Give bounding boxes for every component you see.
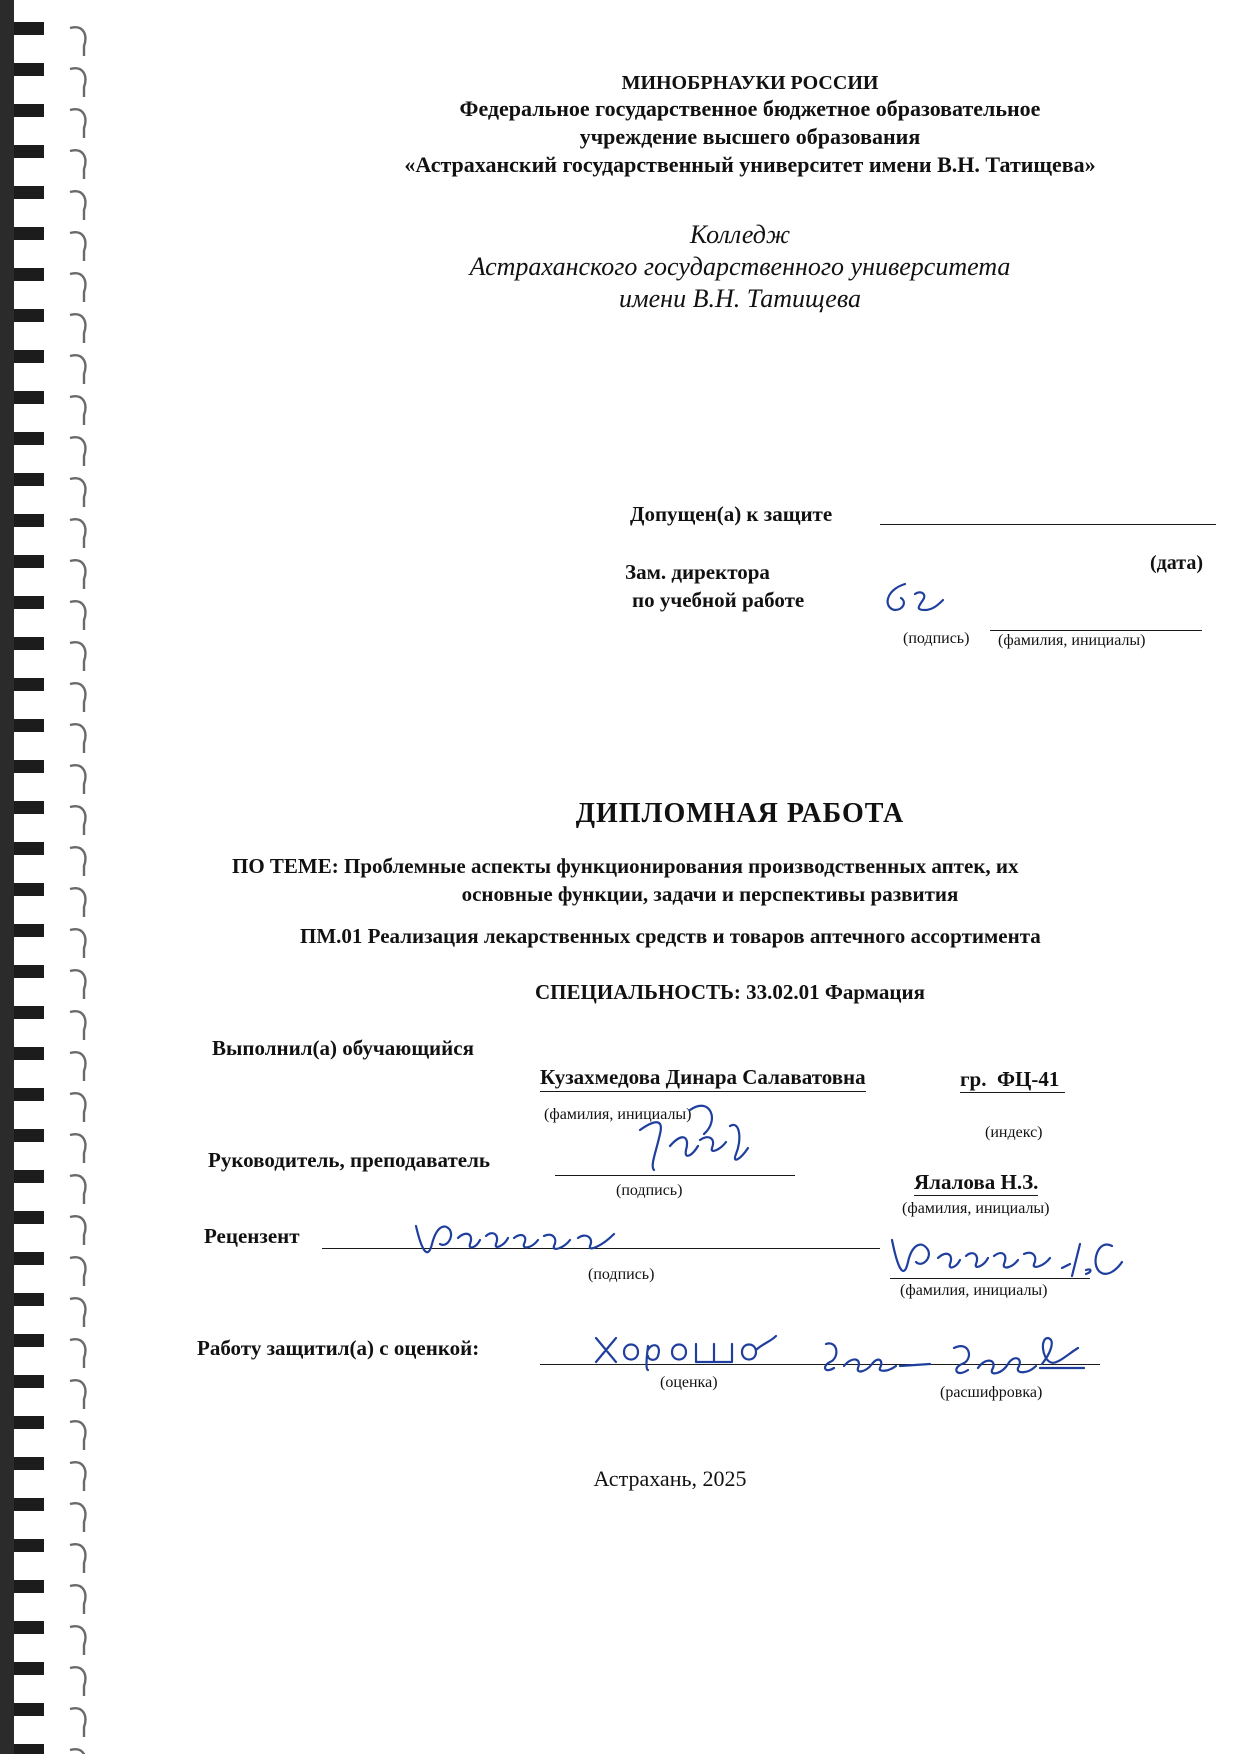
binding-ring xyxy=(70,68,85,97)
deputy-label-line-2: по учебной работе xyxy=(632,588,805,612)
binding-edge xyxy=(0,0,14,1754)
binding-ring xyxy=(70,724,85,753)
binding-ring xyxy=(70,109,85,138)
binding-slot xyxy=(14,514,44,527)
binding-slot xyxy=(14,678,44,691)
binding-slot xyxy=(14,350,44,363)
institution-line-1: Федеральное государственное бюджетное образовательное xyxy=(459,96,1041,121)
binding-slot xyxy=(14,186,44,199)
grade-caption: (оценка) xyxy=(660,1374,718,1391)
deputy-signature xyxy=(875,580,955,620)
reviewer-name-handwritten xyxy=(886,1224,1126,1288)
supervisor-name-caption: (фамилия, инициалы) xyxy=(902,1200,1050,1217)
binding-ring xyxy=(70,191,85,220)
binding-ring xyxy=(70,1544,85,1573)
binding-ring xyxy=(70,1011,85,1040)
deputy-signature-caption: (подпись) xyxy=(903,630,970,647)
binding-ring xyxy=(70,355,85,384)
binding-slot xyxy=(14,1744,44,1754)
binding-slot xyxy=(14,1375,44,1388)
admitted-date-line xyxy=(880,524,1216,525)
admitted-label: Допущен(а) к защите xyxy=(630,502,833,526)
binding-slot xyxy=(14,227,44,240)
university-name: «Астраханский государственный университет имени В.Н. Татищева» xyxy=(404,152,1096,177)
binding-slot xyxy=(14,1088,44,1101)
defense-label: Работу защитил(а) с оценкой: xyxy=(197,1336,480,1360)
binding-ring xyxy=(70,1298,85,1327)
binding-ring xyxy=(70,27,85,56)
binding-ring xyxy=(70,806,85,835)
binding-ring xyxy=(70,150,85,179)
binding-ring xyxy=(70,1257,85,1286)
binding-ring xyxy=(70,1339,85,1368)
binding-ring xyxy=(70,970,85,999)
ministry-heading: МИНОБРНАУКИ РОССИИ xyxy=(621,72,879,94)
topic-line-1: ПО ТЕМЕ: Проблемные аспекты функционирования производственных аптек, их xyxy=(232,854,1019,878)
city-year: Астрахань, 2025 xyxy=(593,1466,747,1491)
binding-slot xyxy=(14,1334,44,1347)
binding-ring xyxy=(70,1708,85,1737)
binding-slot xyxy=(14,924,44,937)
student-name-caption: (фамилия, инициалы) xyxy=(544,1106,692,1123)
group-value: ФЦ-41 xyxy=(996,1067,1060,1091)
binding-slot xyxy=(14,473,44,486)
binding-slot xyxy=(14,1006,44,1019)
deputy-label-line-1: Зам. директора xyxy=(625,560,770,584)
binding-ring xyxy=(70,1134,85,1163)
binding-ring xyxy=(70,1462,85,1491)
binding-slot xyxy=(14,268,44,281)
binding-slot xyxy=(14,391,44,404)
binding-ring xyxy=(70,273,85,302)
supervisor-name: Ялалова Н.З. xyxy=(914,1170,1039,1194)
specialty-line: СПЕЦИАЛЬНОСТЬ: 33.02.01 Фармация xyxy=(535,980,925,1004)
binding-slot xyxy=(14,104,44,117)
binding-slot xyxy=(14,555,44,568)
binding-ring xyxy=(70,478,85,507)
binding-ring xyxy=(70,1216,85,1245)
binding-slot xyxy=(14,145,44,158)
binding-ring xyxy=(70,888,85,917)
binding-slot xyxy=(14,1457,44,1470)
binding-slot xyxy=(14,432,44,445)
binding-slot xyxy=(14,1580,44,1593)
group-index-caption: (индекс) xyxy=(985,1124,1043,1141)
binding-slot xyxy=(14,1170,44,1183)
binding-slot xyxy=(14,1129,44,1142)
defense-grade-handwritten xyxy=(590,1326,780,1370)
binding-ring xyxy=(70,847,85,876)
document-title: ДИПЛОМНАЯ РАБОТА xyxy=(575,798,905,829)
binding-ring xyxy=(70,1585,85,1614)
binding-slot xyxy=(14,801,44,814)
module-line: ПМ.01 Реализация лекарственных средств и товаров аптечного ассортимента xyxy=(300,924,1041,948)
binding-slot xyxy=(14,1047,44,1060)
group-label: гр. xyxy=(960,1067,987,1091)
binding-slot xyxy=(14,1498,44,1511)
binding-slot xyxy=(14,719,44,732)
supervisor-label: Руководитель, преподаватель xyxy=(208,1148,491,1172)
binding-ring xyxy=(70,1380,85,1409)
student-name: Кузахмедова Динара Салаватовна xyxy=(540,1065,866,1092)
binding-ring xyxy=(70,929,85,958)
binding-ring xyxy=(70,1093,85,1122)
binding-slot xyxy=(14,309,44,322)
defense-signature-1 xyxy=(818,1338,938,1378)
binding-ring xyxy=(70,1667,85,1696)
decoding-caption: (расшифровка) xyxy=(940,1384,1043,1401)
binding-ring xyxy=(70,1052,85,1081)
deputy-name-caption: (фамилия, инициалы) xyxy=(998,632,1146,649)
binding-ring xyxy=(70,601,85,630)
deputy-name-line xyxy=(990,630,1202,631)
binding-ring xyxy=(70,683,85,712)
topic-line-2: основные функции, задачи и перспективы развития xyxy=(461,882,959,906)
college-line-3: имени В.Н. Татищева xyxy=(619,284,861,313)
binding-slot xyxy=(14,22,44,35)
college-line-2: Астраханского государственного университета xyxy=(469,252,1011,281)
binding-slot xyxy=(14,1662,44,1675)
binding-slot xyxy=(14,842,44,855)
institution-line-2: учреждение высшего образования xyxy=(579,124,921,149)
binding-ring xyxy=(70,437,85,466)
group-field xyxy=(960,1067,1065,1093)
binding-ring xyxy=(70,1626,85,1655)
binding-ring xyxy=(70,1749,85,1754)
binding-ring xyxy=(70,560,85,589)
supervisor-signature-caption: (подпись) xyxy=(616,1182,683,1199)
student-label: Выполнил(а) обучающийся xyxy=(212,1036,474,1060)
spiral-binding xyxy=(0,0,120,1754)
reviewer-signature-caption: (подпись) xyxy=(588,1266,655,1283)
binding-slot xyxy=(14,883,44,896)
binding-ring xyxy=(70,642,85,671)
binding-ring xyxy=(70,396,85,425)
date-caption: (дата) xyxy=(1150,552,1203,574)
reviewer-name-caption: (фамилия, инициалы) xyxy=(900,1282,1048,1299)
binding-slot xyxy=(14,637,44,650)
binding-ring xyxy=(70,1421,85,1450)
binding-ring xyxy=(70,765,85,794)
binding-slot xyxy=(14,1416,44,1429)
reviewer-label: Рецензент xyxy=(204,1224,300,1248)
binding-slot xyxy=(14,596,44,609)
binding-slot xyxy=(14,1252,44,1265)
supervisor-signature xyxy=(630,1090,780,1190)
binding-slot xyxy=(14,965,44,978)
binding-slot xyxy=(14,1703,44,1716)
defense-signature-2 xyxy=(944,1334,1094,1390)
binding-slot xyxy=(14,1539,44,1552)
binding-slot xyxy=(14,1621,44,1634)
binding-ring xyxy=(70,1175,85,1204)
binding-ring xyxy=(70,314,85,343)
binding-slot xyxy=(14,1211,44,1224)
college-line-1: Колледж xyxy=(689,220,791,249)
binding-ring xyxy=(70,519,85,548)
binding-ring xyxy=(70,1503,85,1532)
binding-slot xyxy=(14,1293,44,1306)
reviewer-signature xyxy=(410,1208,620,1268)
binding-ring xyxy=(70,232,85,261)
binding-slot xyxy=(14,760,44,773)
binding-slot xyxy=(14,63,44,76)
